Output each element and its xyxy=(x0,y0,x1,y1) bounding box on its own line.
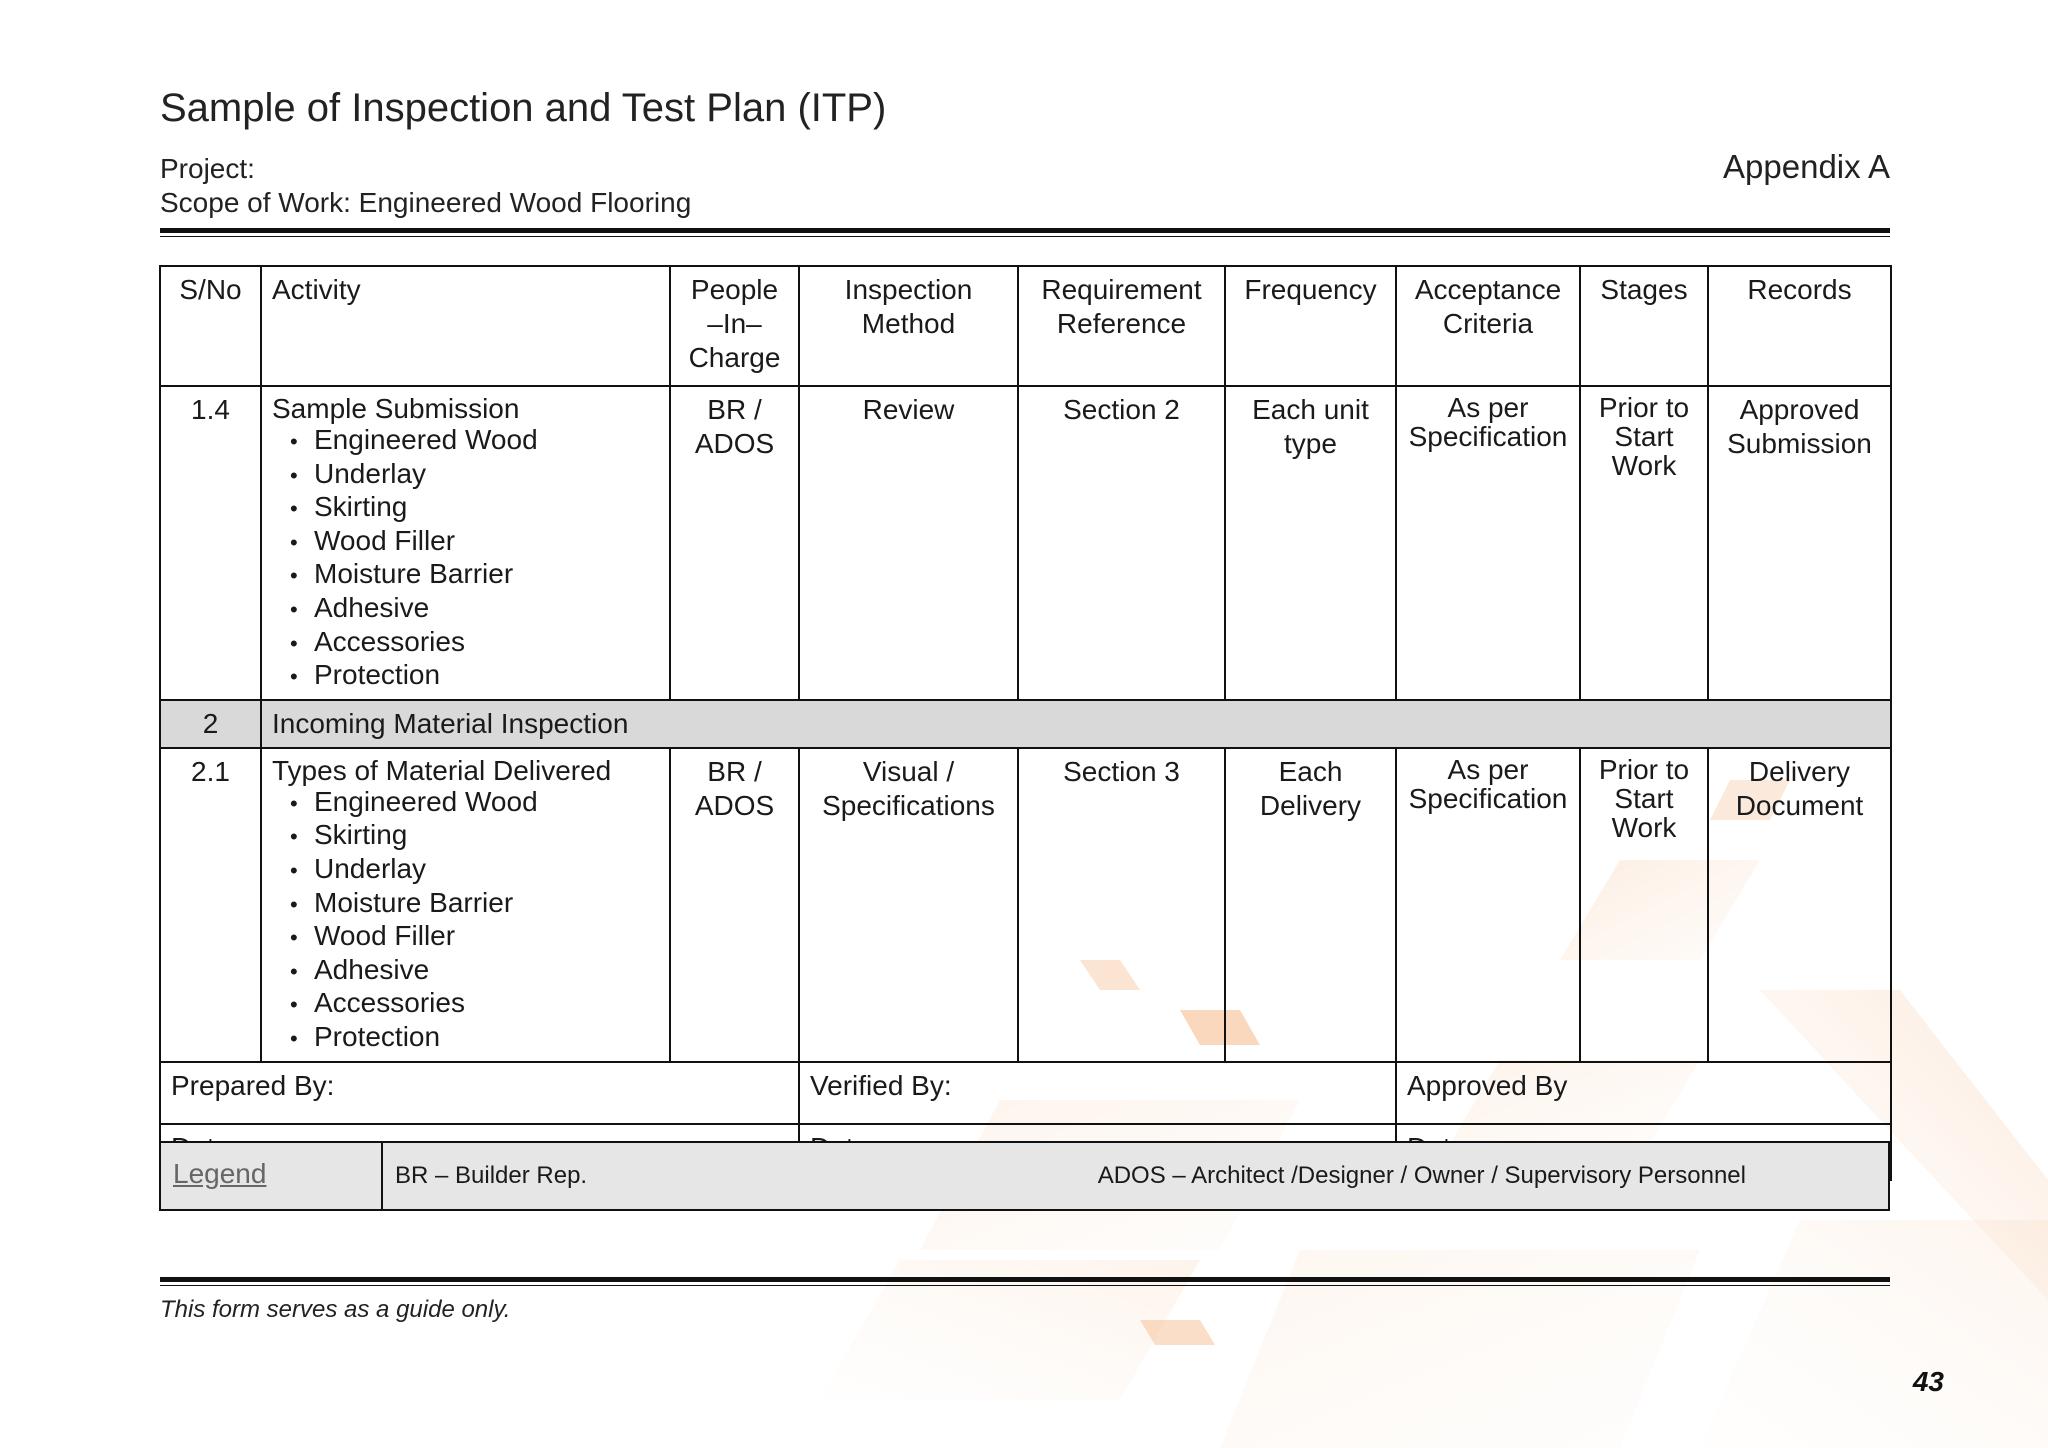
row-1-4-activity-title: Sample Submission xyxy=(272,393,520,424)
row-2-1-stages xyxy=(1580,748,1708,1062)
row-2-1-acceptance-line-2: Specification xyxy=(1408,782,1568,814)
col-method-header xyxy=(799,266,1018,386)
row-1-4-method: Review xyxy=(799,386,1018,700)
table-row-2-1 xyxy=(160,748,1891,1062)
row-1-4-records-line-2: Submission xyxy=(1727,428,1872,459)
col-reference-header xyxy=(1018,266,1225,386)
row-2-1-people-line-1: BR / xyxy=(707,755,762,787)
list-item: • Skirting xyxy=(290,819,659,853)
header-rule-thin xyxy=(160,236,1890,237)
section-2-title: Incoming Material Inspection xyxy=(261,700,1891,748)
legend-entries xyxy=(382,1142,1889,1210)
row-2-1-item-list xyxy=(272,786,659,1055)
row-1-4-activity xyxy=(261,386,670,700)
list-item: • Engineered Wood xyxy=(290,786,659,820)
col-people-line-2: –In– xyxy=(707,308,762,339)
row-1-4-acceptance-line-1: As per xyxy=(1447,392,1529,423)
row-1-4-stages-line-1: Prior to xyxy=(1598,392,1690,423)
list-item: • Adhesive xyxy=(290,592,659,626)
list-item: • Protection xyxy=(290,659,659,693)
row-2-1-activity xyxy=(261,748,670,1062)
col-sno-header: S/No xyxy=(160,266,261,386)
page-number: 43 xyxy=(1912,1366,1944,1397)
row-1-4-frequency-line-1: Each unit xyxy=(1252,394,1369,425)
row-2-1-stages-line-1: Prior to xyxy=(1598,753,1690,785)
scope-of-work: Scope of Work: Engineered Wood Flooring xyxy=(160,187,692,218)
col-people-header xyxy=(670,266,799,386)
project-label: Project: xyxy=(160,153,255,184)
row-1-4-frequency xyxy=(1225,386,1396,700)
col-method-line-1: Inspection xyxy=(844,274,973,305)
list-item: • Underlay xyxy=(290,853,659,887)
col-records-header: Records xyxy=(1708,266,1891,386)
row-1-4-acceptance-line-2: Specification xyxy=(1408,421,1568,452)
col-acceptance-header xyxy=(1396,266,1580,386)
row-1-4-frequency-line-2: type xyxy=(1284,428,1337,459)
legend-br: BR – Builder Rep. xyxy=(395,1162,588,1189)
row-2-1-people-line-2: ADOS xyxy=(694,789,775,821)
row-2-1-method-line-2: Specifications xyxy=(822,789,995,821)
section-2-sno: 2 xyxy=(160,700,261,748)
row-2-1-stages-line-2: Start xyxy=(1614,782,1674,814)
col-acceptance-line-1: Acceptance xyxy=(1414,274,1562,305)
col-people-line-1: People xyxy=(690,274,779,305)
row-1-4-item-list xyxy=(272,424,659,693)
list-item: • Engineered Wood xyxy=(290,424,659,458)
row-2-1-acceptance-line-1: As per xyxy=(1447,753,1529,785)
row-1-4-acceptance xyxy=(1396,386,1580,700)
row-1-4-people-line-1: BR / xyxy=(707,394,762,425)
table-header-row xyxy=(160,266,1891,386)
legend-table xyxy=(159,1141,1890,1211)
list-item: • Underlay xyxy=(290,458,659,492)
list-item: • Accessories xyxy=(290,626,659,660)
list-item: • Adhesive xyxy=(290,954,659,988)
row-2-1-activity-title: Types of Material Delivered xyxy=(272,754,612,786)
table-row-1-4 xyxy=(160,386,1891,700)
row-2-1-frequency-line-2: Delivery xyxy=(1259,789,1362,821)
row-1-4-sno: 1.4 xyxy=(160,386,261,700)
row-2-1-method xyxy=(799,748,1018,1062)
row-1-4-people xyxy=(670,386,799,700)
row-1-4-stages xyxy=(1580,386,1708,700)
itp-table xyxy=(159,265,1892,1181)
footer-rule-thin xyxy=(160,1285,1890,1286)
col-reference-line-1: Requirement xyxy=(1041,274,1202,305)
row-2-1-records-line-1: Delivery xyxy=(1748,755,1851,787)
row-2-1-people xyxy=(670,748,799,1062)
row-2-1-method-line-1: Visual / xyxy=(862,755,955,787)
col-stages-header: Stages xyxy=(1580,266,1708,386)
appendix-label: Appendix A xyxy=(1723,148,1890,185)
col-method-line-2: Method xyxy=(861,308,956,339)
list-item: • Wood Filler xyxy=(290,525,659,559)
col-reference-line-2: Reference xyxy=(1056,308,1187,339)
list-item: • Moisture Barrier xyxy=(290,887,659,921)
footnote: This form serves as a guide only. xyxy=(160,1296,511,1323)
approved-by-field: Approved By xyxy=(1396,1062,1891,1124)
row-1-4-stages-line-2: Start xyxy=(1614,421,1674,452)
page-title: Sample of Inspection and Test Plan (ITP) xyxy=(160,86,887,130)
legend-label-cell xyxy=(160,1142,382,1210)
row-2-1-frequency-line-1: Each xyxy=(1278,755,1343,787)
row-2-1-reference: Section 3 xyxy=(1018,748,1225,1062)
row-2-1-sno: 2.1 xyxy=(160,748,261,1062)
row-2-1-records-line-2: Document xyxy=(1735,789,1864,821)
row-2-1-acceptance xyxy=(1396,748,1580,1062)
list-item: • Wood Filler xyxy=(290,920,659,954)
list-item: • Protection xyxy=(290,1021,659,1055)
row-1-4-reference: Section 2 xyxy=(1018,386,1225,700)
col-activity-header: Activity xyxy=(261,266,670,386)
col-acceptance-line-2: Criteria xyxy=(1442,308,1534,339)
col-frequency-header: Frequency xyxy=(1225,266,1396,386)
list-item: • Skirting xyxy=(290,491,659,525)
row-1-4-records xyxy=(1708,386,1891,700)
legend-link[interactable]: Legend xyxy=(173,1158,267,1189)
row-1-4-stages-line-3: Work xyxy=(1611,450,1677,481)
signoff-row xyxy=(160,1062,1891,1124)
row-1-4-people-line-2: ADOS xyxy=(694,428,775,459)
prepared-by-field: Prepared By: xyxy=(160,1062,799,1124)
row-1-4-records-line-1: Approved xyxy=(1739,394,1860,425)
legend-ados: ADOS – Architect /Designer / Owner / Supervisory Personnel xyxy=(1097,1162,1746,1189)
row-2-1-frequency xyxy=(1225,748,1396,1062)
row-2-1-stages-line-3: Work xyxy=(1611,811,1677,843)
footer-rule-thick xyxy=(160,1277,1890,1282)
section-row-2 xyxy=(160,700,1891,748)
row-2-1-records xyxy=(1708,748,1891,1062)
list-item: • Accessories xyxy=(290,987,659,1021)
verified-by-field: Verified By: xyxy=(799,1062,1396,1124)
list-item: • Moisture Barrier xyxy=(290,558,659,592)
header-rule-thick xyxy=(160,228,1890,233)
col-people-line-3: Charge xyxy=(688,342,781,373)
